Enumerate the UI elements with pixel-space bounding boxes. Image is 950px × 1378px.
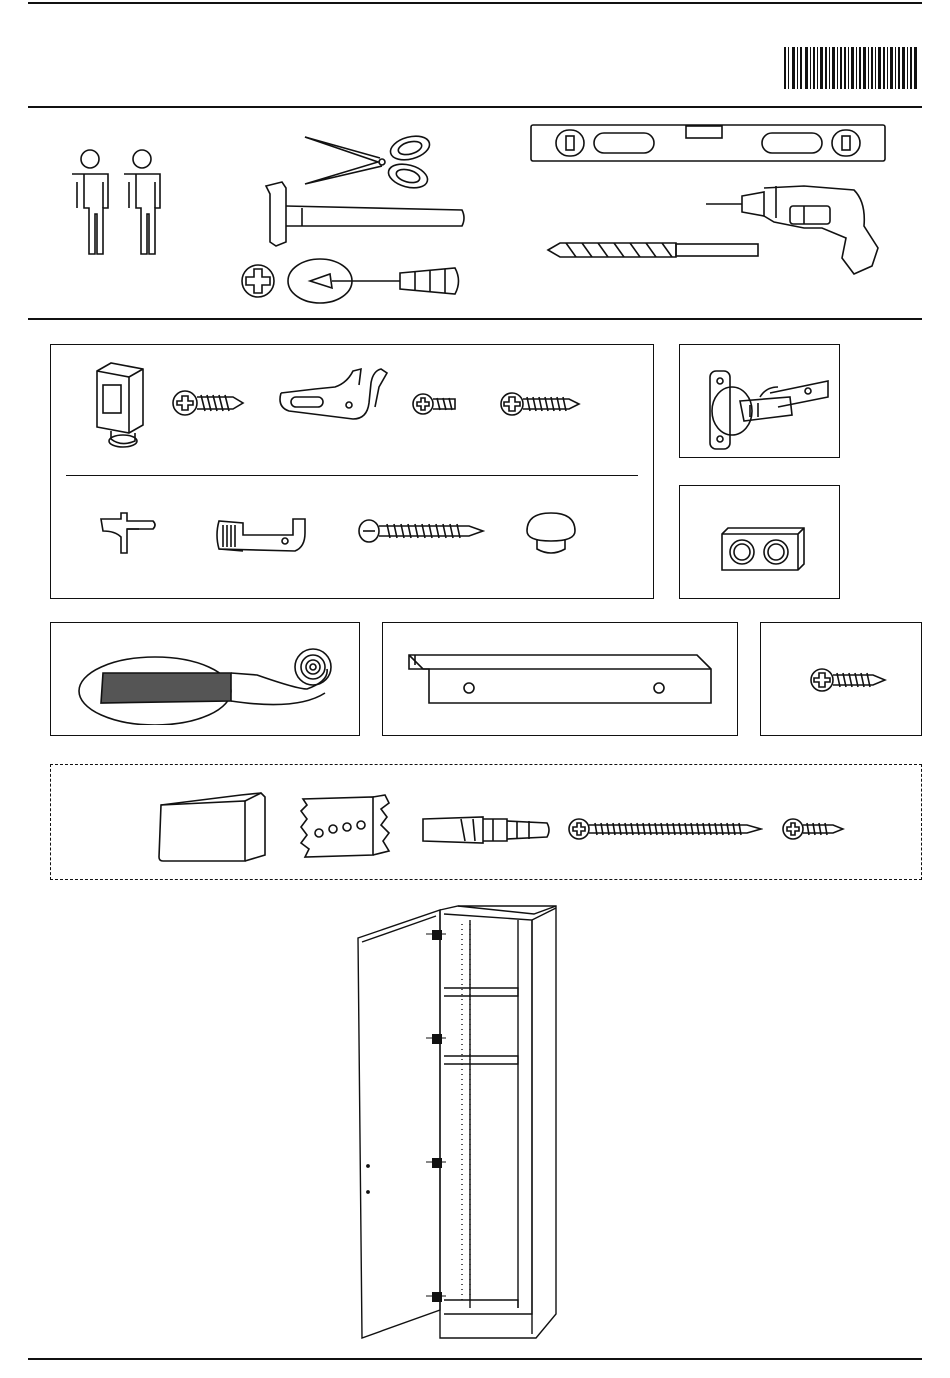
hammer-icon [262,180,467,250]
edge-tape-box [50,622,360,736]
long-screw-icon [357,515,485,547]
small-screw-icon [781,815,845,843]
angle-bracket-icon [155,789,269,863]
drill-bit-icon [546,238,760,262]
pan-head-screw-icon [171,385,245,421]
shelf-connector-icon [91,361,151,453]
screw-box [760,622,922,736]
parts-top-rule [28,318,922,320]
countersunk-screw-icon [499,387,581,421]
wall-fixings-box [50,764,922,880]
hanging-rail-icon [405,651,715,709]
knob-icon [523,511,579,557]
tools-top-rule [28,106,922,108]
bottom-rule [28,1358,922,1360]
wall-plug-icon [421,815,551,845]
perforated-bracket-icon [297,791,393,861]
fittings-box [50,344,654,599]
shelf-pin-icon [99,509,159,559]
tall-cabinet-illustration [356,904,558,1340]
wall-screw-icon [567,815,763,843]
edge-tape-roll-icon [77,645,347,725]
hanging-bracket-icon [275,363,391,427]
barcode-icon [784,47,918,89]
bumper-pads-icon [720,526,806,572]
rail-box [382,622,738,736]
strap-clip-icon [213,515,309,555]
phillips-screwdriver-icon [240,256,465,306]
divider-line [66,475,638,476]
short-screw-icon [411,389,461,419]
two-persons-icon [66,148,166,256]
top-rule [28,2,922,4]
bumpers-box [679,485,840,599]
countersunk-screw-icon [809,663,887,697]
hinge-icon [700,367,830,453]
drill-icon [704,182,884,282]
hinge-box [679,344,840,458]
spirit-level-icon [530,124,886,162]
